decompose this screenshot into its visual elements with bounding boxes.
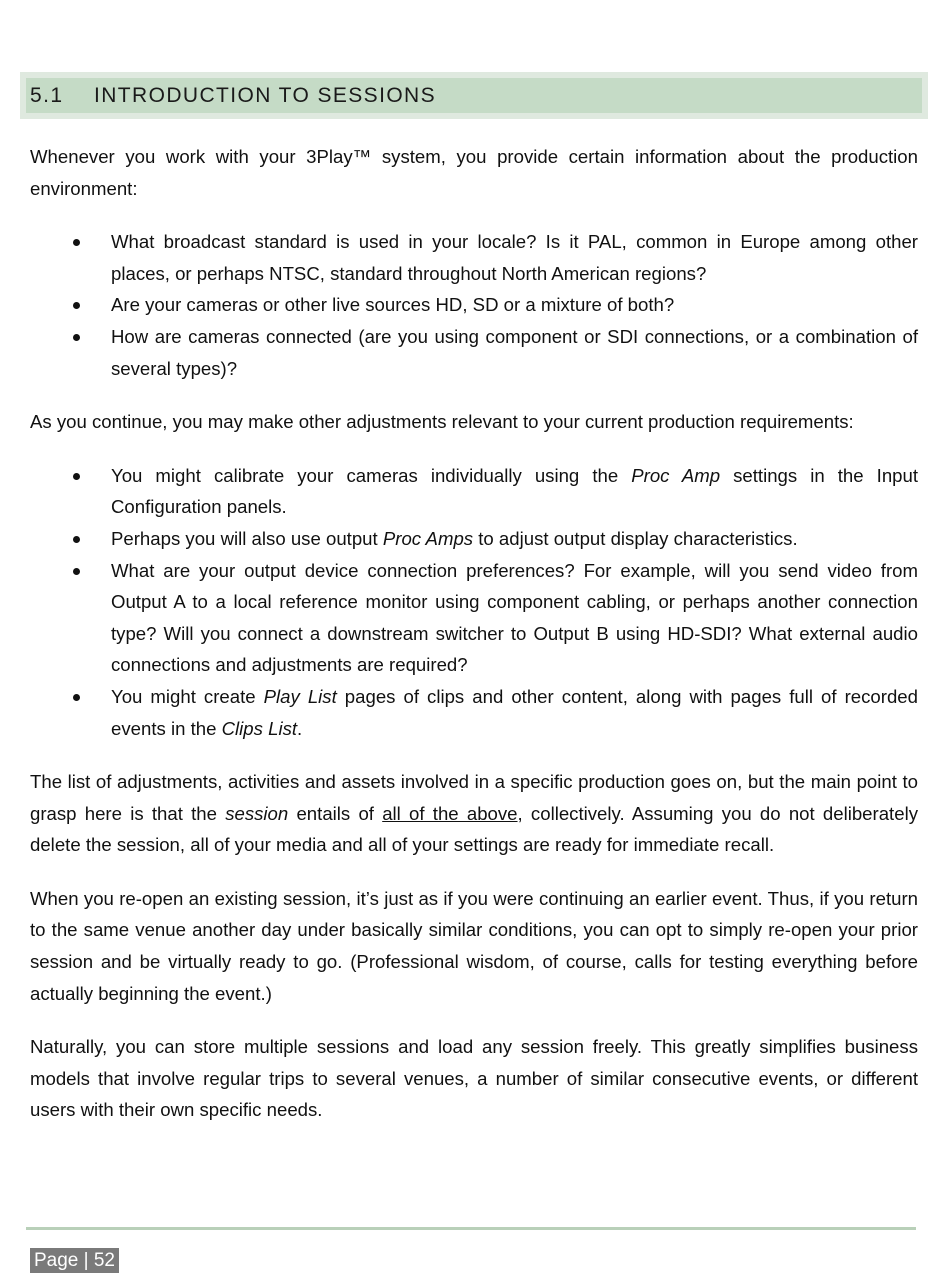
section-heading (26, 78, 922, 113)
intro-paragraph: Whenever you work with your 3Play™ system, you provide certain information about the production environment: (30, 146, 918, 199)
bullet-list-2 (30, 460, 918, 744)
list-item: You might create Play List pages of clips and other content, along with pages full of recorded events in the Clips List. (30, 681, 918, 744)
list-item: How are cameras connected (are you using component or SDI connections, or a combination of several types)? (30, 321, 918, 384)
bullet-list-1 (30, 226, 918, 384)
page-number-badge: Page | 52 (30, 1248, 119, 1273)
list-item: You might calibrate your cameras individually using the Proc Amp settings in the Input Configuration panels. (30, 460, 918, 523)
paragraph-3: The list of adjustments, activities and assets involved in a specific production goes on, but the main point to grasp here is that the session entails of all of the above, collectively. Assuming you do not deliberately delete the session, all of your media and all of your settings are ready for immediate recall. (30, 771, 918, 856)
bullet-icon (73, 239, 80, 246)
paragraph-2: As you continue, you may make other adjustments relevant to your current production requirements: (30, 411, 854, 433)
section-heading-band (20, 72, 928, 119)
list-item: Perhaps you will also use output Proc Amps to adjust output display characteristics. (30, 523, 918, 555)
section-number: 5.1 (30, 83, 64, 107)
document-body (30, 141, 918, 1126)
bullet-icon (73, 302, 80, 309)
paragraph-4: When you re-open an existing session, it’s just as if you were continuing an earlier event. Thus, if you return to the same venue another day under basically similar conditions, you can opt to simply re-open your prior session and be virtually ready to go. (Professional wisdom, of course, calls for testing everything before actually beginning the event.) (30, 887, 918, 1004)
bullet-icon (73, 694, 80, 701)
bullet-icon (73, 568, 80, 575)
footer-divider (26, 1227, 916, 1230)
list-item: Are your cameras or other live sources HD, SD or a mixture of both? (30, 289, 918, 321)
list-item: What are your output device connection preferences? For example, will you send video from Output A to a local reference monitor using component cabling, or perhaps another connection type? Will you connect a downstream switcher to Output B using HD-SDI? What external audio connections and adjustments are required? (30, 555, 918, 681)
paragraph-5: Naturally, you can store multiple sessions and load any session freely. This greatly simplifies business models that involve regular trips to several venues, a number of similar consecutive events, or different users with their own specific needs. (30, 1036, 918, 1121)
bullet-icon (73, 473, 80, 480)
section-title: INTRODUCTION TO SESSIONS (94, 83, 437, 107)
bullet-icon (73, 334, 80, 341)
list-item: What broadcast standard is used in your locale? Is it PAL, common in Europe among other places, or perhaps NTSC, standard throughout North American regions? (30, 226, 918, 289)
bullet-icon (73, 536, 80, 543)
